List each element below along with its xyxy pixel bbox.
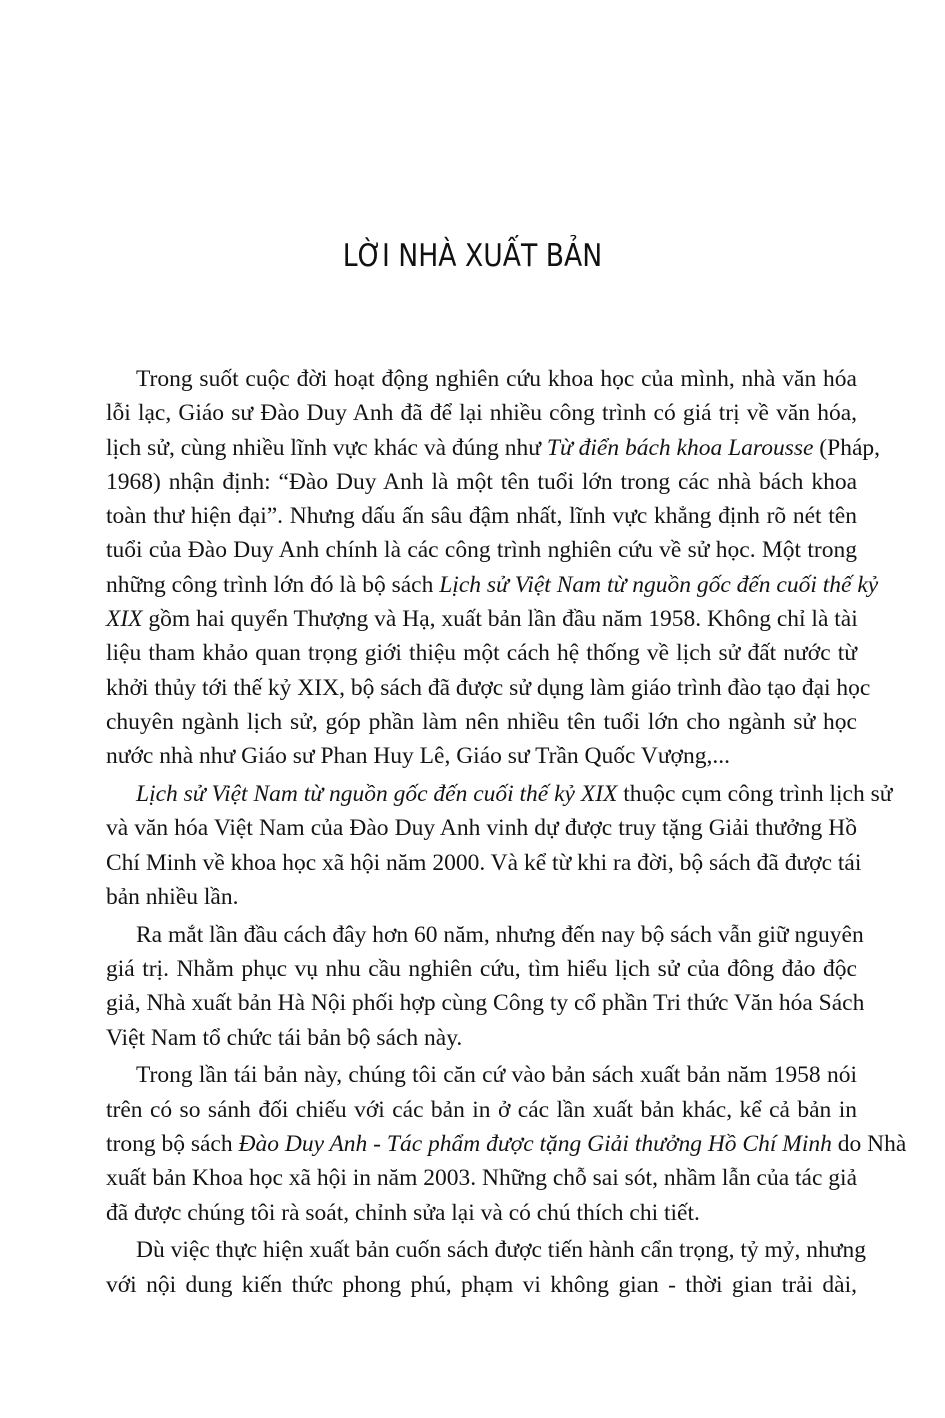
text-run: bản nhiều lần. — [106, 883, 239, 910]
italic-title-text: Đào Duy Anh - Tác phẩm được tặng Giải thưởng Hồ Chí Minh — [238, 1131, 832, 1158]
text-run: Ra mắt lần đầu cách đây hơn 60 năm, nhưng đến nay bộ sách vẫn giữ nguyên — [136, 921, 864, 948]
text-run: tuổi của Đào Duy Anh chính là các công trình nghiên cứu về sử học. Một trong — [106, 537, 857, 564]
paragraph — [106, 777, 893, 914]
text-line — [106, 705, 857, 739]
italic-title-text: Từ điển bách khoa Larousse — [546, 434, 814, 461]
text-line — [106, 1021, 857, 1055]
text-run: khởi thủy tới thế kỷ XIX, bộ sách đã được sử dụng làm giáo trình đào tạo đại học — [106, 674, 871, 701]
text-run: những công trình lớn đó là bộ sách — [106, 571, 440, 598]
text-line — [106, 499, 857, 533]
italic-title-text: Lịch sử Việt Nam từ nguồn gốc đến cuối thế kỷ XIX — [136, 781, 618, 808]
text-run: Việt Nam tổ chức tái bản bộ sách này. — [106, 1024, 463, 1051]
text-line — [106, 986, 865, 1020]
text-run: và văn hóa Việt Nam của Đào Duy Anh vinh dự được truy tặng Giải thưởng Hồ — [106, 815, 857, 842]
text-line — [106, 568, 879, 602]
text-line — [106, 1268, 857, 1302]
text-run: Trong suốt cuộc đời hoạt động nghiên cứu khoa học của mình, nhà văn hóa — [136, 366, 857, 392]
text-run: chuyên ngành lịch sử, góp phần làm nên nhiều tên tuổi lớn cho ngành sử học — [106, 708, 857, 735]
paragraph — [106, 1058, 907, 1229]
text-line — [106, 465, 857, 499]
text-run: toàn thư hiện đại”. Nhưng dấu ấn sâu đậm nhất, lĩnh vực khẳng định rõ nét tên — [106, 503, 857, 530]
text-run: do Nhà — [831, 1131, 907, 1158]
text-line — [106, 431, 880, 465]
text-line — [106, 1233, 866, 1267]
text-run: lịch sử, cùng nhiều lĩnh vực khác và đúng như — [106, 434, 547, 461]
text-run: Dù việc thực hiện xuất bản cuốn sách được tiến hành cẩn trọng, tỷ mỷ, nhưng — [136, 1237, 866, 1264]
text-line — [106, 777, 893, 811]
text-run: đã được chúng tôi rà soát, chỉnh sửa lại và có chú thích chi tiết. — [106, 1199, 700, 1226]
text-run: lỗi lạc, Giáo sư Đào Duy Anh đã để lại nhiều công trình có giá trị về văn hóa, — [106, 400, 857, 427]
text-run: liệu tham khảo quan trọng giới thiệu một cách hệ thống về lịch sử đất nước từ — [106, 640, 857, 667]
text-run: giả, Nhà xuất bản Hà Nội phối hợp cùng Công ty cổ phần Tri thức Văn hóa Sách — [106, 990, 865, 1017]
text-run: trên có so sánh đối chiếu với các bản in ở các lần xuất bản khác, kể cả bản in — [106, 1096, 857, 1123]
text-run: nước nhà như Giáo sư Phan Huy Lê, Giáo sư Trần Quốc Vượng,... — [106, 743, 730, 770]
text-run: trong bộ sách — [106, 1131, 239, 1158]
text-run: Chí Minh về khoa học xã hội năm 2000. Và kể từ khi ra đời, bộ sách đã được tái — [106, 849, 862, 876]
text-line — [106, 880, 857, 914]
text-run: 1968) nhận định: “Đào Duy Anh là một tên tuổi lớn trong các nhà bách khoa — [106, 468, 857, 495]
text-line — [106, 636, 857, 670]
italic-title-text: XIX — [106, 606, 143, 633]
text-run: xuất bản Khoa học xã hội in năm 2003. Những chỗ sai sót, nhầm lẫn của tác giả — [106, 1165, 857, 1192]
text-line — [106, 1058, 857, 1092]
text-run: gồm hai quyển Thượng và Hạ, xuất bản lần đầu năm 1958. Không chỉ là tài — [142, 606, 858, 633]
text-line — [106, 918, 864, 952]
paragraph — [106, 1233, 866, 1302]
text-line — [106, 1161, 857, 1195]
text-run: (Pháp, — [813, 434, 880, 461]
text-line — [106, 396, 857, 430]
text-line — [106, 671, 871, 705]
text-run: thuộc cụm công trình lịch sử — [617, 781, 893, 808]
body-text — [106, 362, 907, 1302]
text-line — [106, 1127, 907, 1161]
text-run: Trong lần tái bản này, chúng tôi căn cứ vào bản sách xuất bản năm 1958 nói — [136, 1062, 857, 1089]
text-line — [106, 846, 862, 880]
italic-title-text: Lịch sử Việt Nam từ nguồn gốc đến cuối thế kỷ — [439, 571, 879, 598]
text-line — [106, 811, 857, 845]
text-line — [106, 362, 857, 396]
paragraph — [106, 362, 880, 774]
text-line — [106, 533, 857, 567]
paragraph — [106, 918, 865, 1055]
text-line — [106, 1196, 857, 1230]
text-run: giá trị. Nhằm phục vụ nhu cầu nghiên cứu, tìm hiểu lịch sử của đông đảo độc — [106, 956, 857, 983]
text-line — [106, 602, 857, 636]
page-title: LỜI NHÀ XUẤT BẢN — [342, 238, 603, 274]
text-line — [106, 739, 857, 773]
text-line — [106, 1093, 857, 1127]
text-run: với nội dung kiến thức phong phú, phạm vi không gian - thời gian trải dài, — [106, 1271, 857, 1298]
text-line — [106, 952, 857, 986]
